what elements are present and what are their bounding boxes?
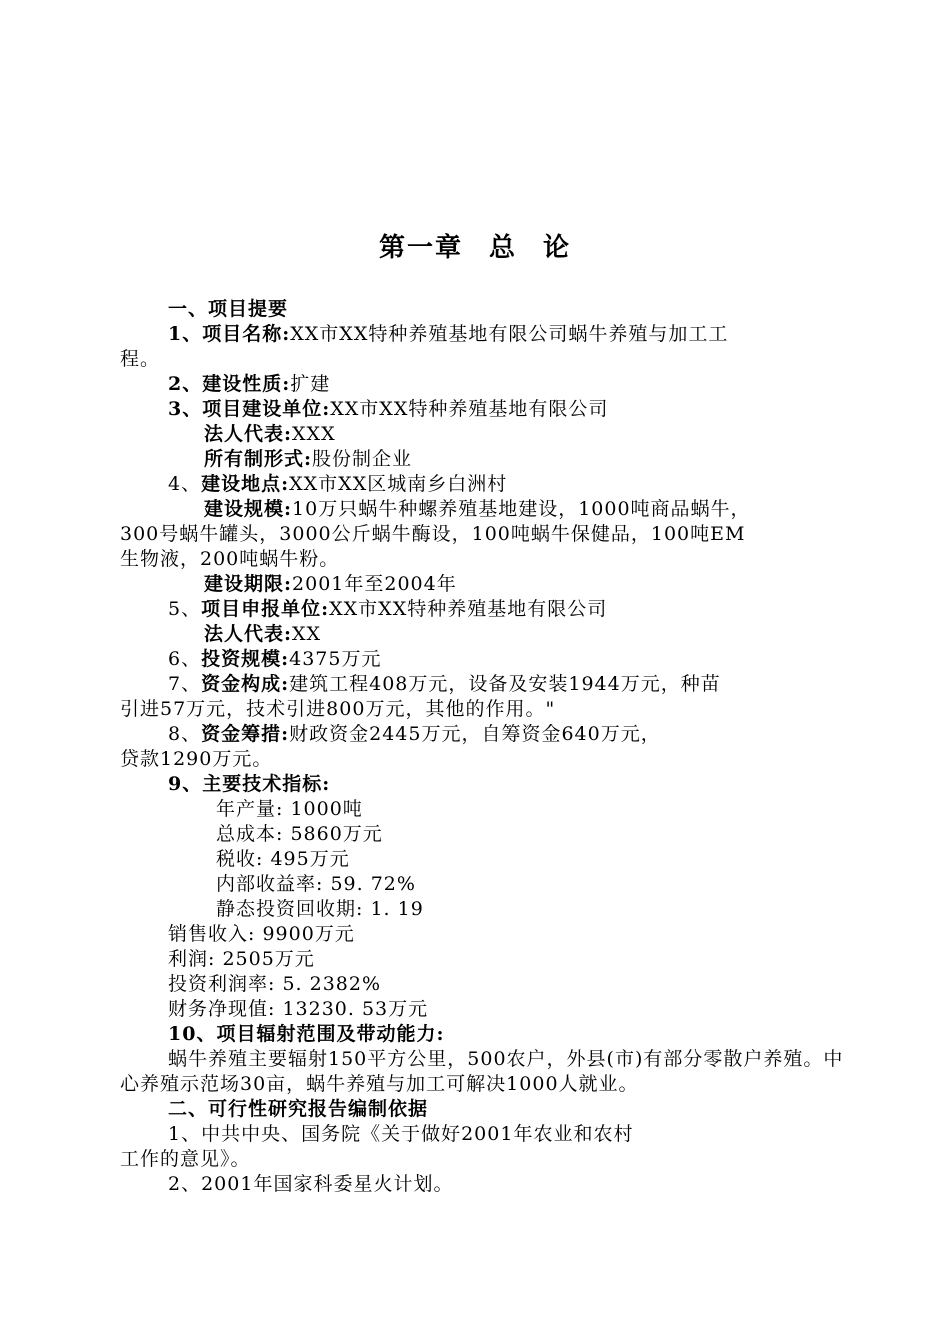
section-heading-1: 一、项目提要 <box>168 298 289 320</box>
item-radiation-paragraph: 蜗牛养殖主要辐射150平方公里，500农户，外县(市)有部分零散户养殖。中心养殖示范场30亩，蜗牛养殖与加工可解决1000人就业。 <box>120 1048 844 1095</box>
chapter-title <box>0 230 950 266</box>
item-applicant-rep: 法人代表:XX <box>204 623 322 645</box>
section-heading-2: 二、可行性研究报告编制依据 <box>168 1098 429 1120</box>
item-applicant: 5、项目申报单位:XX市XX特种养殖基地有限公司 <box>168 598 608 620</box>
item-construction-type: 2、建设性质:扩建 <box>168 373 331 395</box>
item-location: 4、建设地点:XX市XX区城南乡白洲村 <box>168 473 508 495</box>
item-project-name-cont: 程。 <box>120 348 161 370</box>
basis-item-1-cont: 工作的意见》。 <box>120 1148 251 1170</box>
item-fund-raising: 8、资金筹措:财政资金2445万元，自筹资金640万元， <box>168 723 661 745</box>
document-body <box>120 297 850 1197</box>
item-period: 建设期限:2001年至2004年 <box>204 573 457 595</box>
item-fund-raising-cont: 贷款1290万元。 <box>120 748 273 770</box>
basis-item-2: 2、2001年国家科委星火计划。 <box>168 1173 454 1195</box>
indicator-irr: 内部收益率: 59. 72% <box>216 873 416 895</box>
item-investment: 6、投资规模:4375万元 <box>168 648 382 670</box>
indicator-payback: 静态投资回收期: 1. 19 <box>216 898 424 920</box>
item-fund-composition-cont: 引进57万元，技术引进800万元，其他的作用。" <box>120 698 556 720</box>
item-scale-cont-1: 300号蜗牛罐头，3000公斤蜗牛酶设，100吨蜗牛保健品，100吨EM <box>120 523 746 545</box>
indicator-tax: 税收: 495万元 <box>216 848 350 870</box>
finance-profit: 利润: 2505万元 <box>168 948 315 970</box>
item-legal-rep: 法人代表:XXX <box>204 423 336 445</box>
item-radiation-heading: 10、项目辐射范围及带动能力: <box>168 1023 445 1045</box>
item-construction-unit: 3、项目建设单位:XX市XX特种养殖基地有限公司 <box>168 398 609 420</box>
item-project-name: 1、项目名称:XX市XX特种养殖基地有限公司蜗牛养殖与加工工 <box>168 323 729 345</box>
item-fund-composition: 7、资金构成:建筑工程408万元，设备及安装1944万元，种苗 <box>168 673 721 695</box>
item-scale-cont-2: 生物液，200吨蜗牛粉。 <box>120 548 340 570</box>
basis-item-1: 1、中共中央、国务院《关于做好2001年农业和农村 <box>168 1123 634 1145</box>
item-scale: 建设规模:10万只蜗牛种螺养殖基地建设，1000吨商品蜗牛， <box>204 498 751 520</box>
finance-sales: 销售收入: 9900万元 <box>168 923 355 945</box>
finance-roi: 投资利润率: 5. 2382% <box>168 973 382 995</box>
chapter-word-2: 论 <box>543 233 572 263</box>
item-indicators-heading: 9、主要技术指标: <box>168 773 331 795</box>
indicator-total-cost: 总成本: 5860万元 <box>216 823 383 845</box>
chapter-number: 第一章 <box>378 233 463 263</box>
item-ownership: 所有制形式:股份制企业 <box>204 448 413 470</box>
indicator-annual-output: 年产量: 1000吨 <box>216 798 363 820</box>
finance-npv: 财务净现值: 13230. 53万元 <box>168 998 429 1020</box>
chapter-word-1: 总 <box>488 233 517 263</box>
